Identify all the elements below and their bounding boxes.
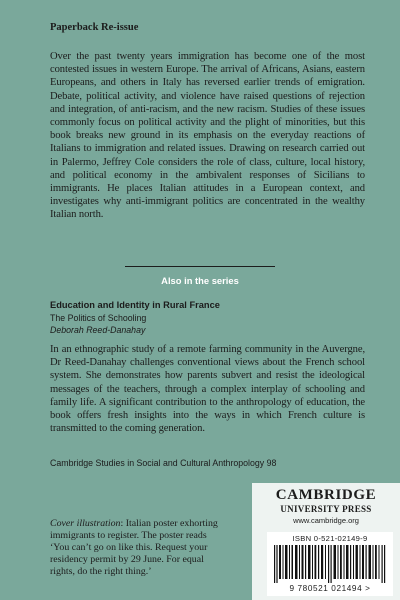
series-book-subtitle: The Politics of Schooling xyxy=(50,313,147,323)
book-blurb: Over the past twenty years immigration has become one of the most contested issues in western Europe. The arrival of Africans, Asians, eastern Europeans, and others in Italy has reversed earlier trends of emigration. Debate, political activity, and violence have raised questions of rejection and integration, of anti-racism, and the new racism. Studies of these issues commonly focus on political activity and the plight of minorities, but this book breaks new ground in its emphasis on the everyday reactions of Italians to immigration and related issues. Drawing on research carried out in Palermo, Jeffrey Cole considers the role of class, culture, local history, and political economy in the ambivalent responses of Sicilians to immigrants. He places Italian attitudes in a European context, and investigates why anti-immigrant politics are concentrated in the wealthy Italian north. xyxy=(50,51,365,221)
barcode-area xyxy=(267,532,393,596)
series-heading: Also in the series xyxy=(161,275,239,286)
cover-illustration-note xyxy=(50,518,226,578)
series-book-title: Education and Identity in Rural France xyxy=(50,300,220,310)
reissue-label: Paperback Re-issue xyxy=(50,22,139,33)
cover-note-lead: Cover illustration xyxy=(50,518,121,529)
series-book-author: Deborah Reed-Danahay xyxy=(50,325,146,335)
publisher-website: www.cambridge.org xyxy=(293,516,359,525)
publisher-name: CAMBRIDGE xyxy=(275,487,377,503)
publisher-box xyxy=(252,483,400,600)
barcode-icon xyxy=(274,545,386,583)
cover-note-text: : Italian poster exhorting immigrants to register. The poster reads ‘You can’t go on like this. Request your residency permit by 29 June. For equal rights, do the right thing.’ xyxy=(50,518,218,577)
section-divider xyxy=(125,266,275,267)
isbn-label: ISBN 0-521-02149-9 xyxy=(292,534,368,543)
barcode-digits: 9 780521 021494 > xyxy=(289,584,371,593)
publisher-press: UNIVERSITY PRESS xyxy=(280,504,372,514)
series-name: Cambridge Studies in Social and Cultural Anthropology 98 xyxy=(50,458,277,468)
series-book-blurb: In an ethnographic study of a remote farming community in the Auvergne, Dr Reed-Danahay challenges conventional views about the French school system. She demonstrates how parents subvert and resist the ideological messages of the teachers, through a complex interplay of schooling and family life. A significant contribution to the anthropology of education, the book offers fresh insights into the ways in which French culture is transmitted to the coming generation. xyxy=(50,344,365,435)
